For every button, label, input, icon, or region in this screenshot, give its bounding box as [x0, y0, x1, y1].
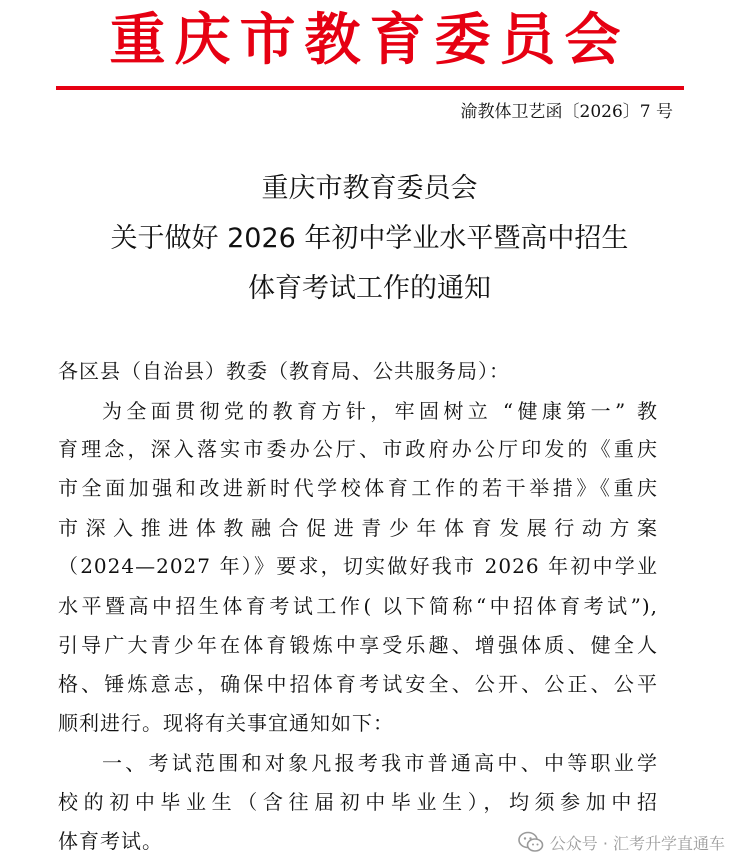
title-line-1: 重庆市教育委员会 — [261, 173, 478, 204]
salutation: 各区县（自治县）教委（教育局、公共服务局）： — [58, 359, 510, 383]
wechat-icon — [518, 831, 544, 853]
document-number: 渝教体卫艺函〔2026〕7 号 — [460, 102, 673, 122]
paragraph-line: 引导广大青少年在体育锻炼中享受乐趣、增强体质、健全人 — [58, 633, 658, 657]
paragraph-line: 一、考试范围和对象凡报考我市普通高中、中等职业学 — [102, 751, 658, 775]
paragraph-line: 体育考试。 — [58, 829, 163, 853]
paragraph-line: 顺利进行。现将有关事宜通知如下： — [58, 711, 394, 735]
paragraph-line: 为全面贯彻党的教育方针，牢固树立 “健康第一” 教 — [102, 399, 658, 423]
red-divider-line — [56, 86, 684, 90]
paragraph-line: 市深入推进体教融合促进青少年体育发展行动方案 — [58, 516, 658, 540]
paragraph-line: （2024—2027 年）》要求，切实做好我市 2026 年初中学业 — [58, 554, 658, 578]
paragraph-line: 市全面加强和改进新时代学校体育工作的若干举措》《重庆 — [58, 476, 658, 500]
watermark-text: 公众号 · 汇考升学直通车 — [549, 833, 725, 853]
paragraph-line: 育理念，深入落实市委办公厅、市政府办公厅印发的《重庆 — [58, 437, 658, 461]
title-line-2: 关于做好 2026 年初中学业水平暨高中招生 — [110, 223, 629, 254]
wechat-watermark — [518, 828, 725, 856]
paragraph-line: 水平暨高中招生体育考试工作( 以下简称“中招体育考试”), — [58, 594, 658, 618]
paragraph-line: 格、锤炼意志，确保中招体育考试安全、公开、公正、公平 — [58, 672, 658, 696]
paragraph-line: 校的初中毕业生（含往届初中毕业生），均须参加中招 — [58, 790, 658, 814]
issuing-authority-header: 重庆市教育委员会 — [109, 8, 630, 73]
title-line-3: 体育考试工作的通知 — [248, 273, 491, 304]
